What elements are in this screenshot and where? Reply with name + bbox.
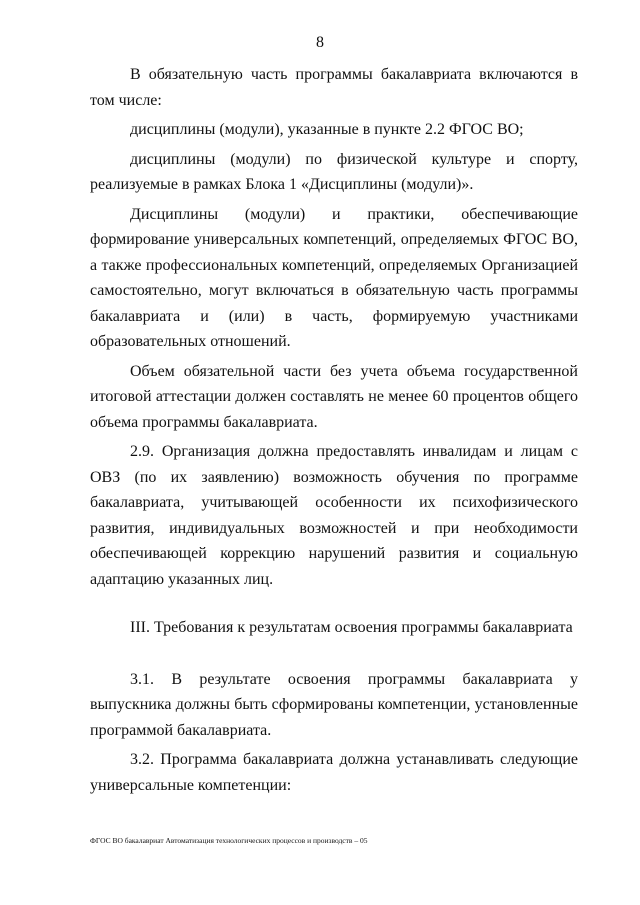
paragraph-2-9-disabilities: 2.9. Организация должна предоставлять инвалидам и лицам с ОВЗ (по их заявлению) возможность обучения по программе бакалавриата, учитывающей особенности их психофизического развития, индивидуальных возможностей и при необходимости обеспечивающей коррекцию нарушений развития и социальную адаптацию указанных лиц. [90,443,578,588]
paragraph-3-1: 3.1. В результате освоения программы бакалавриата у выпускника должны быть сформированы компетенции, установленные программой бакалавриата. [90,670,578,739]
paragraph-volume-requirement: Объем обязательной части без учета объема государственной итоговой аттестации должен составлять не менее 60 процентов общего объема программы бакалавриата. [90,362,578,431]
document-body [90,62,578,802]
paragraph-disciplines-clause: дисциплины (модули), указанные в пункте 2.2 ФГОС ВО; [130,121,524,138]
paragraph-competencies-practices: Дисциплины (модули) и практики, обеспечивающие формирование универсальных компетенций, определяемых ФГОС ВО, а также профессиональных компетенций, определяемых Организацией самостоятельно, могут включаться в обязательную часть программы бакалавриата и (или) в часть, формируемую участниками образовательных отношений. [90,205,578,350]
page-number: 8 [316,34,324,51]
paragraph-mandatory-part: В обязательную часть программы бакалавриата включаются в том числе: [90,66,578,109]
paragraph-physical-culture: дисциплины (модули) по физической культуре и спорту, реализуемые в рамках Блока 1 «Дисциплины (модули)». [90,150,578,193]
section-heading: III. Требования к результатам освоения программы бакалавриата [130,619,573,636]
page-footer: ФГОС ВО бакалавриат Автоматизация технологических процессов и производств – 05 [90,836,368,845]
paragraph-3-2: 3.2. Программа бакалавриата должна устанавливать следующие универсальные компетенции: [90,751,578,794]
